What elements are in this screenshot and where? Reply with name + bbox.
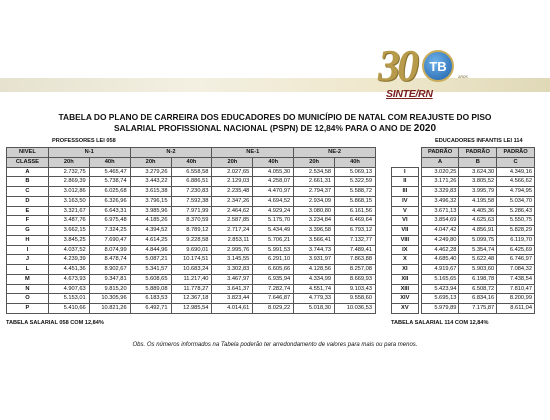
table-row	[392, 274, 535, 284]
salary-cell: 7.971,99	[171, 206, 212, 216]
salary-cell: 6.425,69	[497, 245, 535, 255]
inf-table-footer: TABELA SALARIAL 114 COM 12,84%	[391, 320, 489, 326]
salary-cell: 8.669,93	[335, 274, 376, 284]
salary-cell: 4.779,33	[294, 294, 335, 304]
salary-cell: 2.732,75	[48, 167, 89, 177]
class-cell: E	[7, 206, 49, 216]
salary-cell: 3.985,96	[130, 206, 171, 216]
inf-table-caption: EDUCADORES INFANTIS LEI 114	[435, 138, 523, 144]
salary-cell: 4.249,80	[421, 235, 459, 245]
hours-header: 40h	[335, 157, 376, 167]
salary-cell: 4.673,93	[48, 274, 89, 284]
salary-cell: 6.975,48	[89, 216, 130, 226]
padrao-header-b: PADRÃO	[459, 148, 497, 158]
salary-cell: 4.047,42	[421, 226, 459, 236]
salary-cell: 4.856,91	[459, 226, 497, 236]
salary-cell: 3.823,44	[212, 294, 253, 304]
table-row	[7, 274, 376, 284]
class-cell: H	[7, 235, 49, 245]
salary-cell: 6.834,16	[459, 294, 497, 304]
salary-cell: 10.174,51	[171, 255, 212, 265]
salary-cell: 4.919,67	[421, 265, 459, 275]
level-cell: XV	[392, 304, 419, 314]
salary-cell: 3.329,83	[421, 187, 459, 197]
hours-header: 20h	[212, 157, 253, 167]
salary-cell: 5.322,59	[335, 177, 376, 187]
salary-cell: 7.175,87	[459, 304, 497, 314]
class-cell: M	[7, 274, 49, 284]
salary-cell: 5.828,29	[497, 226, 535, 236]
table-row	[7, 235, 376, 245]
salary-cell: 3.796,15	[130, 196, 171, 206]
table-row	[392, 294, 535, 304]
hours-header: 20h	[48, 157, 89, 167]
table-row	[392, 304, 535, 314]
salary-cell: 6.183,53	[130, 294, 171, 304]
logo-number: 30	[378, 41, 416, 90]
salary-cell: 4.694,52	[253, 196, 294, 206]
table-row	[7, 304, 376, 314]
hours-header: 20h	[130, 157, 171, 167]
salary-cell: 5.889,08	[130, 284, 171, 294]
hours-header: 40h	[171, 157, 212, 167]
table-row	[392, 206, 535, 216]
document-title	[0, 112, 550, 134]
salary-cell: 5.410,66	[48, 304, 89, 314]
salary-cell: 3.171,26	[421, 177, 459, 187]
salary-cell: 2.934,09	[294, 196, 335, 206]
salary-cell: 7.810,47	[497, 284, 535, 294]
salary-cell: 4.014,61	[212, 304, 253, 314]
level-cell: VI	[392, 216, 419, 226]
table-row	[392, 216, 535, 226]
salary-cell: 6.492,71	[130, 304, 171, 314]
salary-cell: 3.012,86	[48, 187, 89, 197]
salary-cell: 3.080,80	[294, 206, 335, 216]
salary-cell: 11.217,40	[171, 274, 212, 284]
salary-cell: 4.394,52	[130, 226, 171, 236]
class-cell: A	[7, 167, 49, 177]
salary-cell: 5.991,53	[253, 245, 294, 255]
salary-cell: 3.662,15	[48, 226, 89, 236]
salary-cell: 6.746,97	[497, 255, 535, 265]
salary-cell: 7.324,25	[89, 226, 130, 236]
level-cell: I	[392, 167, 419, 177]
salary-cell: 10.036,53	[335, 304, 376, 314]
observation-note: Obs. Os números informados na Tabela poderão ter arredondamento de valores para mais ou para menos.	[132, 342, 418, 348]
table-row	[7, 167, 376, 177]
salary-table-058	[6, 147, 376, 314]
salary-cell: 7.646,87	[253, 294, 294, 304]
hours-header: 40h	[253, 157, 294, 167]
salary-cell: 2.794,37	[294, 187, 335, 197]
level-cell: XII	[392, 274, 419, 284]
salary-cell: 3.854,69	[421, 216, 459, 226]
padrao-col-header: C	[497, 157, 535, 167]
level-cell: V	[392, 206, 419, 216]
table-row	[7, 177, 376, 187]
salary-cell: 8.370,59	[171, 216, 212, 226]
padrao-col-header: A	[421, 157, 459, 167]
level-cell: VIII	[392, 235, 419, 245]
salary-cell: 4.794,95	[497, 187, 535, 197]
salary-cell: 4.551,74	[294, 284, 335, 294]
salary-cell: 4.685,40	[421, 255, 459, 265]
salary-cell: 4.037,52	[48, 245, 89, 255]
salary-cell: 6.935,94	[253, 274, 294, 284]
level-cell: XI	[392, 265, 419, 275]
salary-cell: 6.793,12	[335, 226, 376, 236]
salary-cell: 3.671,13	[421, 206, 459, 216]
table-row	[7, 265, 376, 275]
salary-cell: 5.868,15	[335, 196, 376, 206]
salary-cell: 5.034,70	[497, 196, 535, 206]
salary-cell: 6.508,72	[459, 284, 497, 294]
title-line-2: SALARIAL PROFISSIONAL NACIONAL (PSPN) DE 12,84% PARA O ANO DE 2020	[113, 123, 437, 134]
salary-cell: 6.469,64	[335, 216, 376, 226]
salary-cell: 10.305,96	[89, 294, 130, 304]
salary-cell: 2.464,62	[212, 206, 253, 216]
salary-cell: 7.863,88	[335, 255, 376, 265]
salary-cell: 7.592,38	[171, 196, 212, 206]
salary-cell: 4.334,99	[294, 274, 335, 284]
salary-cell: 6.605,66	[253, 265, 294, 275]
level-cell: II	[392, 177, 419, 187]
group-header: NE-2	[294, 148, 376, 158]
salary-cell: 10.821,26	[89, 304, 130, 314]
salary-cell: 3.321,67	[48, 206, 89, 216]
salary-cell: 3.566,41	[294, 235, 335, 245]
salary-cell: 3.624,30	[459, 167, 497, 177]
salary-cell: 3.496,32	[421, 196, 459, 206]
salary-cell: 2.235,48	[212, 187, 253, 197]
salary-cell: 3.279,26	[130, 167, 171, 177]
salary-cell: 5.903,60	[459, 265, 497, 275]
salary-cell: 4.128,56	[294, 265, 335, 275]
salary-cell: 7.489,41	[335, 245, 376, 255]
group-header: N-1	[48, 148, 130, 158]
salary-cell: 6.886,51	[171, 177, 212, 187]
salary-cell: 3.467,97	[212, 274, 253, 284]
salary-cell: 8.902,67	[89, 265, 130, 275]
hours-header: 20h	[294, 157, 335, 167]
salary-cell: 9.103,43	[335, 284, 376, 294]
nivel-header: NIVEL	[7, 148, 49, 158]
salary-cell: 7.084,32	[497, 265, 535, 275]
salary-cell: 3.302,83	[212, 265, 253, 275]
salary-cell: 3.845,25	[48, 235, 89, 245]
salary-cell: 4.625,63	[459, 216, 497, 226]
padrao-col-header: B	[459, 157, 497, 167]
padrao-header-a: PADRÃO	[421, 148, 459, 158]
level-cell: VII	[392, 226, 419, 236]
main-table-caption: PROFESSORES LEI 058	[52, 138, 116, 144]
salary-cell: 10.683,24	[171, 265, 212, 275]
salary-cell: 4.566,62	[497, 177, 535, 187]
class-cell: N	[7, 284, 49, 294]
group-header: NE-1	[212, 148, 294, 158]
logo-badge: TB	[422, 50, 454, 82]
salary-cell: 8.200,99	[497, 294, 535, 304]
salary-cell: 2.717,24	[212, 226, 253, 236]
salary-cell: 5.588,72	[335, 187, 376, 197]
classe-header: CLASSE	[7, 157, 49, 167]
salary-cell: 9.690,01	[171, 245, 212, 255]
table-row	[392, 255, 535, 265]
salary-cell: 5.165,65	[421, 274, 459, 284]
salary-cell: 3.487,76	[48, 216, 89, 226]
logo-tagline: anos	[458, 74, 468, 79]
salary-cell: 6.326,96	[89, 196, 130, 206]
salary-cell: 5.286,43	[497, 206, 535, 216]
salary-cell: 11.778,27	[171, 284, 212, 294]
table-row	[392, 265, 535, 275]
salary-cell: 4.451,36	[48, 265, 89, 275]
level-cell: IX	[392, 245, 419, 255]
salary-cell: 4.195,58	[459, 196, 497, 206]
salary-cell: 3.396,58	[294, 226, 335, 236]
title-line-1: TABELA DO PLANO DE CARREIRA DOS EDUCADORES DO MUNICÍPIO DE NATAL COM REAJUSTE DO PISO	[58, 112, 492, 122]
class-cell: O	[7, 294, 49, 304]
class-cell: D	[7, 196, 49, 206]
salary-cell: 2.587,85	[212, 216, 253, 226]
class-cell: P	[7, 304, 49, 314]
class-cell: B	[7, 177, 49, 187]
salary-cell: 7.132,77	[335, 235, 376, 245]
salary-cell: 5.434,49	[253, 226, 294, 236]
table-row	[7, 196, 376, 206]
class-cell: J	[7, 255, 49, 265]
table-row	[392, 187, 535, 197]
level-cell: X	[392, 255, 419, 265]
salary-cell: 5.622,48	[459, 255, 497, 265]
title-year: 2020	[413, 123, 437, 134]
salary-cell: 3.805,52	[459, 177, 497, 187]
salary-cell: 2.027,65	[212, 167, 253, 177]
salary-cell: 4.349,16	[497, 167, 535, 177]
salary-cell: 2.661,31	[294, 177, 335, 187]
salary-cell: 7.282,74	[253, 284, 294, 294]
table-row	[7, 294, 376, 304]
salary-cell: 5.550,75	[497, 216, 535, 226]
salary-cell: 6.198,78	[459, 274, 497, 284]
salary-cell: 2.995,76	[212, 245, 253, 255]
main-table-footer: TABELA SALARIAL 058 COM 12,84%	[6, 320, 104, 326]
salary-cell: 2.347,26	[212, 196, 253, 206]
salary-cell: 2.534,58	[294, 167, 335, 177]
salary-cell: 5.695,13	[421, 294, 459, 304]
salary-cell: 3.615,38	[130, 187, 171, 197]
salary-cell: 9.558,60	[335, 294, 376, 304]
salary-cell: 8.611,04	[497, 304, 535, 314]
salary-cell: 8.478,74	[89, 255, 130, 265]
salary-cell: 5.153,01	[48, 294, 89, 304]
salary-cell: 7.690,47	[89, 235, 130, 245]
salary-cell: 5.018,30	[294, 304, 335, 314]
level-cell: IV	[392, 196, 419, 206]
salary-cell: 7.230,83	[171, 187, 212, 197]
salary-cell: 5.979,89	[421, 304, 459, 314]
salary-cell: 4.844,96	[130, 245, 171, 255]
table-row	[392, 235, 535, 245]
table-row	[7, 245, 376, 255]
level-cell: III	[392, 187, 419, 197]
salary-cell: 4.405,36	[459, 206, 497, 216]
group-header: N-2	[130, 148, 212, 158]
salary-cell: 6.643,31	[89, 206, 130, 216]
salary-cell: 6.161,56	[335, 206, 376, 216]
salary-cell: 3.931,97	[294, 255, 335, 265]
salary-cell: 3.744,73	[294, 245, 335, 255]
table-row	[392, 226, 535, 236]
salary-cell: 8.074,99	[89, 245, 130, 255]
salary-cell: 5.069,13	[335, 167, 376, 177]
padrao-header-c: PADRÃO	[497, 148, 535, 158]
salary-cell: 4.907,63	[48, 284, 89, 294]
hours-header: 40h	[89, 157, 130, 167]
salary-cell: 3.443,22	[130, 177, 171, 187]
table-row	[392, 245, 535, 255]
class-cell: L	[7, 265, 49, 275]
salary-cell: 3.020,25	[421, 167, 459, 177]
salary-cell: 5.175,70	[253, 216, 294, 226]
salary-cell: 5.738,74	[89, 177, 130, 187]
salary-cell: 4.239,39	[48, 255, 89, 265]
salary-cell: 12.985,54	[171, 304, 212, 314]
table-row	[7, 284, 376, 294]
salary-cell: 5.087,21	[130, 255, 171, 265]
salary-cell: 4.185,26	[130, 216, 171, 226]
salary-cell: 9.228,58	[171, 235, 212, 245]
salary-cell: 2.869,39	[48, 177, 89, 187]
table-row	[7, 187, 376, 197]
salary-cell: 4.614,25	[130, 235, 171, 245]
level-cell: XIV	[392, 294, 419, 304]
salary-cell: 8.257,08	[335, 265, 376, 275]
salary-cell: 6.558,58	[171, 167, 212, 177]
salary-cell: 6.291,10	[253, 255, 294, 265]
salary-cell: 7.438,54	[497, 274, 535, 284]
salary-cell: 3.234,84	[294, 216, 335, 226]
salary-cell: 5.099,75	[459, 235, 497, 245]
salary-cell: 5.423,94	[421, 284, 459, 294]
salary-cell: 5.706,21	[253, 235, 294, 245]
table-row	[392, 284, 535, 294]
salary-cell: 5.465,47	[89, 167, 130, 177]
class-cell: C	[7, 187, 49, 197]
logo-brand: SINTE/RN	[386, 88, 433, 100]
salary-cell: 2.853,11	[212, 235, 253, 245]
table-row	[7, 226, 376, 236]
salary-table-114	[391, 147, 535, 314]
table-row	[392, 196, 535, 206]
salary-cell: 3.995,79	[459, 187, 497, 197]
class-cell: G	[7, 226, 49, 236]
salary-cell: 4.929,24	[253, 206, 294, 216]
salary-cell: 5.608,65	[130, 274, 171, 284]
salary-cell: 8.029,22	[253, 304, 294, 314]
class-cell: F	[7, 216, 49, 226]
salary-cell: 4.258,07	[253, 177, 294, 187]
salary-cell: 9.815,20	[89, 284, 130, 294]
sinte-30-anos-logo	[378, 41, 488, 106]
table-row	[392, 177, 535, 187]
salary-cell: 9.347,81	[89, 274, 130, 284]
salary-cell: 5.341,57	[130, 265, 171, 275]
salary-cell: 3.145,55	[212, 255, 253, 265]
salary-cell: 5.354,74	[459, 245, 497, 255]
table-row	[7, 206, 376, 216]
level-cell: XIII	[392, 284, 419, 294]
salary-cell: 8.789,12	[171, 226, 212, 236]
salary-cell: 6.025,68	[89, 187, 130, 197]
salary-cell: 2.129,03	[212, 177, 253, 187]
class-cell: I	[7, 245, 49, 255]
table-row	[392, 167, 535, 177]
salary-cell: 12.367,18	[171, 294, 212, 304]
salary-cell: 3.163,50	[48, 196, 89, 206]
salary-cell: 4.462,28	[421, 245, 459, 255]
salary-cell: 3.641,37	[212, 284, 253, 294]
salary-cell: 4.470,97	[253, 187, 294, 197]
salary-cell: 6.119,70	[497, 235, 535, 245]
table-row	[7, 216, 376, 226]
salary-cell: 4.055,30	[253, 167, 294, 177]
table-row	[7, 255, 376, 265]
